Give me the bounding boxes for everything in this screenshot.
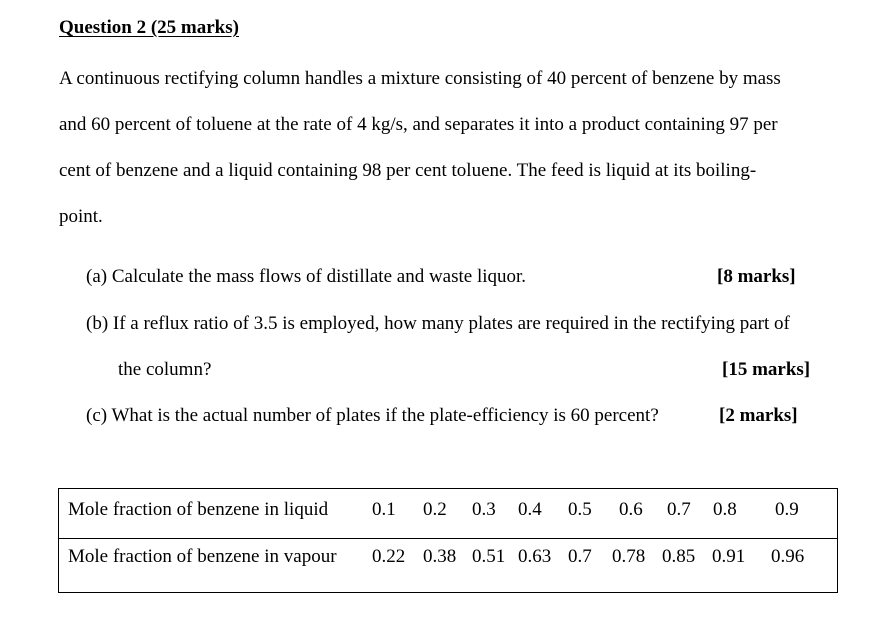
table-cell: 0.22	[372, 546, 406, 567]
question-b-marks: [15 marks]	[722, 359, 811, 380]
intro-line: cent of benzene and a liquid containing 98 per cent toluene. The feed is liquid at its boiling-	[59, 160, 757, 181]
table-cell: 0.51	[472, 546, 506, 567]
table-cell: 0.3	[472, 499, 496, 520]
table-cell: 0.6	[619, 499, 643, 520]
question-c-marks: [2 marks]	[719, 405, 798, 426]
table-cell: 0.78	[612, 546, 646, 567]
table-cell: 0.38	[423, 546, 457, 567]
table-cell: 0.4	[518, 499, 542, 520]
intro-line: A continuous rectifying column handles a mixture consisting of 40 percent of benzene by mass	[59, 68, 781, 89]
intro-line: point.	[59, 206, 103, 227]
table-cell: 0.8	[713, 499, 737, 520]
table-row-label: Mole fraction of benzene in vapour	[68, 546, 337, 567]
table-cell: 0.85	[662, 546, 696, 567]
table-cell: 0.9	[775, 499, 799, 520]
equilibrium-table	[58, 488, 838, 593]
question-heading: Question 2 (25 marks)	[59, 17, 239, 38]
table-row-label: Mole fraction of benzene in liquid	[68, 499, 329, 520]
table-cell: 0.63	[518, 546, 552, 567]
table-cell: 0.5	[568, 499, 592, 520]
intro-line: and 60 percent of toluene at the rate of 4 kg/s, and separates it into a product containing 97 per	[59, 114, 778, 135]
table-cell: 0.96	[771, 546, 805, 567]
table-cell: 0.1	[372, 499, 396, 520]
table-row	[59, 489, 837, 539]
table-cell: 0.7	[568, 546, 592, 567]
table-cell: 0.91	[712, 546, 746, 567]
table-cell: 0.2	[423, 499, 447, 520]
question-c-text: (c) What is the actual number of plates if the plate-efficiency is 60 percent?	[86, 405, 659, 426]
question-b-text-cont: the column?	[118, 359, 212, 380]
table-row	[59, 539, 837, 589]
question-a-marks: [8 marks]	[717, 266, 796, 287]
table-cell: 0.7	[667, 499, 691, 520]
question-a-text: (a) Calculate the mass flows of distillate and waste liquor.	[86, 266, 527, 287]
question-b-text: (b) If a reflux ratio of 3.5 is employed, how many plates are required in the rectifying part of	[86, 313, 790, 334]
